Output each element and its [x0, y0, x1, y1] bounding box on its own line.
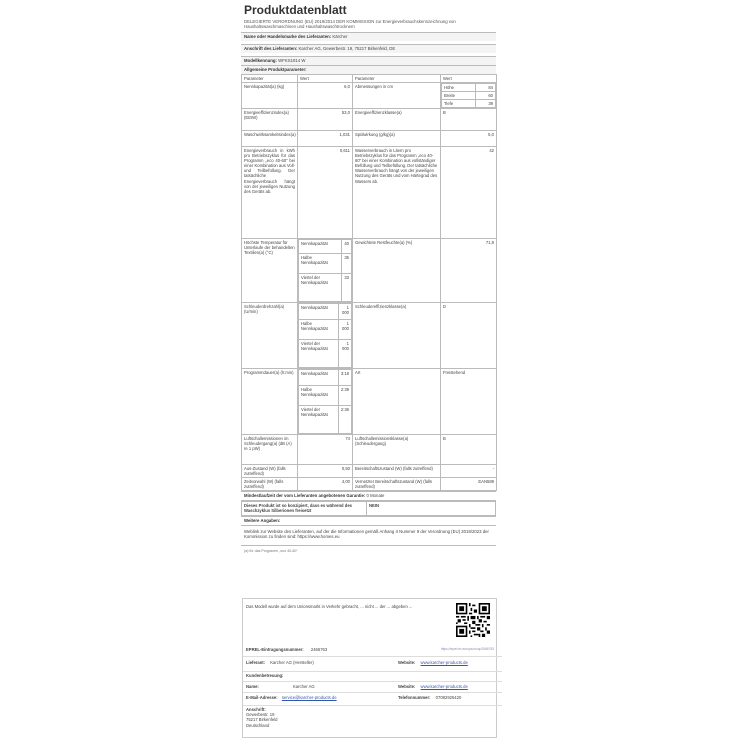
sub-value: 1 000 — [338, 303, 351, 319]
sub-key: Nennkapazität — [299, 369, 339, 385]
lieferant-label: Lieferant: — [246, 660, 266, 665]
header-value: Wert — [298, 74, 353, 82]
model-label: Modellkennung: — [244, 57, 277, 63]
energy-class-label: Energieeffizienzklasse(a) — [353, 108, 441, 130]
parameter-table — [241, 74, 497, 492]
spin-class-value: D — [441, 302, 497, 368]
dim-value: 39 — [475, 99, 495, 107]
sub-key: Halbe Nennkapazität — [299, 385, 339, 405]
max-temp-label: Höchste Temperatur für Unterlaufe der behandelten Textilien(a) (°C) — [242, 238, 298, 302]
sub-value: 40 — [342, 239, 352, 253]
page-title: Produktdatenblatt — [244, 3, 347, 17]
dim-value: 60 — [475, 91, 495, 99]
dim-key: Breite — [442, 91, 476, 99]
table-row — [242, 368, 497, 434]
standby-value: - — [441, 464, 497, 477]
table-row — [242, 130, 497, 146]
sub-key: Viertel der Nennkapazität — [299, 405, 339, 433]
energy-class-value: B — [441, 108, 497, 130]
service-name-value: Karcher AG — [293, 684, 315, 689]
table-row — [242, 302, 497, 368]
dim-key: Tiefe — [442, 99, 476, 107]
sub-value: 1 000 — [338, 319, 351, 339]
phone-label: Telefonnummer: — [398, 695, 431, 700]
type-label: Art — [353, 368, 441, 434]
sub-key: Viertel der Nennkapazität — [299, 273, 342, 301]
eei-label: Energieeffizienzindex(a) (EEIW) — [242, 108, 298, 130]
noise-class-label: Luftschallemissionsklasse(a) (Schleudergang) — [353, 434, 441, 464]
table-row — [242, 146, 497, 238]
sub-key: Halbe Nennkapazität — [299, 253, 342, 273]
sub-value: 3:18 — [338, 369, 351, 385]
duration-subtable — [298, 369, 352, 434]
noise-label: Luftschallemissionen im Schleudergang(a) (dB (A) re 1 pW) — [242, 434, 298, 464]
sub-value: 33 — [342, 273, 352, 301]
service-website-link[interactable]: www.karcher-products.de — [420, 684, 468, 689]
table-row — [242, 108, 497, 130]
website-link[interactable]: www.karcher-products.de — [420, 660, 468, 665]
eprel-value: 2466763 — [310, 647, 328, 652]
dimensions-label: Abmessungen in cm — [353, 82, 441, 108]
address-line: Gewerbestr. 19 — [246, 712, 275, 718]
sub-key: Halbe Nennkapazität — [299, 319, 339, 339]
market-notice: Das Modell wurde auf dem Unionsmarkt in Verkehr gebracht, ... nicht ... der ... abgeben ... — [246, 604, 413, 609]
silver-ion-value: NEIN — [369, 503, 380, 509]
phone-value: 07082925420 — [435, 695, 462, 700]
silver-ion-table — [241, 501, 496, 515]
service-name-label: Name: — [246, 684, 259, 689]
capacity-label: Nennkapazität(a) (kg) — [242, 82, 298, 108]
further-info-text: Weblink zur Website des Lieferanten, auf der die Informationen gemäß Anhang II Nummer 9 der Verordnung (EU) 2019/2023 der Kommission zu finden sind: https://www.homes.eu — [241, 525, 496, 546]
service-website-label: Website: — [398, 684, 416, 689]
further-info-heading-row — [241, 516, 496, 525]
guarantee-label: Mindestlaufzeit der vom Lieferanten angebotenen Garantie: — [244, 493, 366, 499]
sub-value: 2:39 — [338, 385, 351, 405]
footnote: (a) für das Programm „eco 40-60“ — [244, 548, 298, 553]
website-label: Website: — [398, 660, 416, 665]
rinsing-label: Spülwirkung (g/kg)(a) — [353, 130, 441, 146]
dimensions-table — [441, 83, 496, 108]
noise-class-value: B — [441, 434, 497, 464]
address-line: Deutschland — [246, 722, 270, 728]
off-mode-label: Aus-Zustand (W) (falls zutreffend) — [242, 464, 298, 477]
rinsing-value: 5,0 — [441, 130, 497, 146]
spin-class-label: Schleudereffizienzklasse(a) — [353, 302, 441, 368]
max-temp-subtable — [298, 239, 352, 302]
residual-moisture-value: 71,9 — [441, 238, 497, 302]
delay-start-label: Zeitvorwahl (W) (falls zutreffend) — [242, 478, 298, 491]
model-value: WFKS1914 W — [278, 57, 306, 63]
further-info-label: Weitere Angaben: — [244, 517, 281, 523]
water-consumption-value: 42 — [441, 146, 497, 238]
header-value2: Wert — [441, 74, 497, 82]
spin-speed-subtable — [298, 303, 352, 368]
standby-label: Bereitschaftszustand (W) (falls zutreffend) — [353, 464, 441, 477]
sub-key: Nennkapazität — [299, 303, 339, 319]
delay-start-value: 4,00 — [298, 478, 353, 491]
supplier-address-label: Anschrift des Lieferanten: — [244, 45, 298, 51]
eei-value: 53,0 — [298, 108, 353, 130]
sub-key: Nennkapazität — [299, 239, 342, 253]
washing-index-label: Waschwirksamkeitsindex(a) — [242, 130, 298, 146]
supplier-name-label: Name oder Handelsmarke des Lieferanten: — [244, 33, 332, 39]
guarantee-row — [241, 491, 496, 501]
header-param: Parameter — [242, 74, 298, 82]
washing-index-value: 1,031 — [298, 130, 353, 146]
table-row — [242, 478, 497, 491]
sub-key: Viertel der Nennkapazität — [299, 339, 339, 367]
general-params-label: Allgemeine Produktparameter: — [244, 66, 307, 72]
address-line: 75217 Birkenfeld — [246, 717, 278, 723]
eprel-label: EPREL-Eintragungsnummer: — [246, 647, 304, 652]
table-row — [242, 82, 497, 108]
type-value: Freistehend — [441, 368, 497, 434]
noise-value: 74 — [298, 434, 353, 464]
email-label: E-Mail-Adresse: — [246, 695, 278, 700]
silver-ion-label: Dieses Produkt ist so konzipiert, dass es während des Waschzyklus Silberionen freisetzt — [244, 503, 352, 514]
sub-value: 1 000 — [338, 339, 351, 367]
eprel-link[interactable]: https://eprel.ec.europa.eu/qr/2466763 — [440, 647, 494, 651]
energy-consumption-label: Energieverbrauch in kWh pro Betriebszyklus für das Programm „eco 40-60“ bei einer Kombination aus Voll- und Teilbefüllung. Der tatsächliche Energieverbrauch hängt von der jeweiligen Nutzung des Geräts ab. — [242, 146, 298, 238]
qr-code-icon — [456, 603, 490, 637]
email-link[interactable]: service@karcher-products.de — [281, 695, 337, 700]
service-heading: Kundenbetreuung: — [246, 673, 284, 678]
supplier-name-value: Kärcher — [332, 33, 348, 39]
eprel-section — [242, 598, 497, 738]
sub-value: 2:36 — [338, 405, 351, 433]
capacity-value: 6,0 — [298, 82, 353, 108]
lieferant-value: Karcher AG (Hersteller) — [270, 660, 314, 665]
table-row — [242, 464, 497, 477]
supplier-address-row — [241, 44, 496, 53]
supplier-name-row — [241, 32, 496, 41]
address-label: Anschrift: — [246, 707, 266, 712]
networked-standby-label: Vernetzter Bereitschaftszustand (W) (falls zutreffend) — [353, 478, 441, 491]
duration-label: Programmdauer(a) (h:min) — [242, 368, 298, 434]
residual-moisture-label: Gewichtete Restfeuchte(a) (%) — [353, 238, 441, 302]
off-mode-value: 0,50 — [298, 464, 353, 477]
sub-value: 35 — [342, 253, 352, 273]
general-params-row — [241, 65, 496, 74]
guarantee-value: 0 Monate — [366, 493, 385, 499]
header-param2: Parameter — [353, 74, 441, 82]
energy-consumption-value: 0,611 — [298, 146, 353, 238]
table-row — [242, 434, 497, 464]
table-row — [242, 238, 497, 302]
water-consumption-label: Wasserverbrauch in Litern pro Betriebszyklus für das Programm „eco 40-60“ bei einer Kombination aus vollständiger Befüllung und Teilbefüllung. Der tatsächliche Wasserverbrauch hängt von der jeweiligen Nutzung des Geräts und vom Härtegrad des Wassers ab. — [353, 146, 441, 238]
dim-key: Höhe — [442, 83, 476, 91]
table-header-row — [242, 74, 497, 82]
regulation-intro: DELEGIERTE VERORDNUNG (EU) 2019/2014 DER KOMMISSION zur Energieverbrauchskennzeichnung von Haushaltswaschmaschinen und Haushaltswaschtrocknern — [244, 19, 456, 30]
supplier-address-value: Karcher AG, Gewerbestr. 19, 75217 Birkenfeld, DE — [298, 45, 396, 51]
dim-value: 84 — [475, 83, 495, 91]
networked-standby-value: EAN589 — [441, 478, 497, 491]
spin-speed-label: Schleuderdrehzahl(a) (U/min) — [242, 302, 298, 368]
model-row — [241, 56, 496, 65]
